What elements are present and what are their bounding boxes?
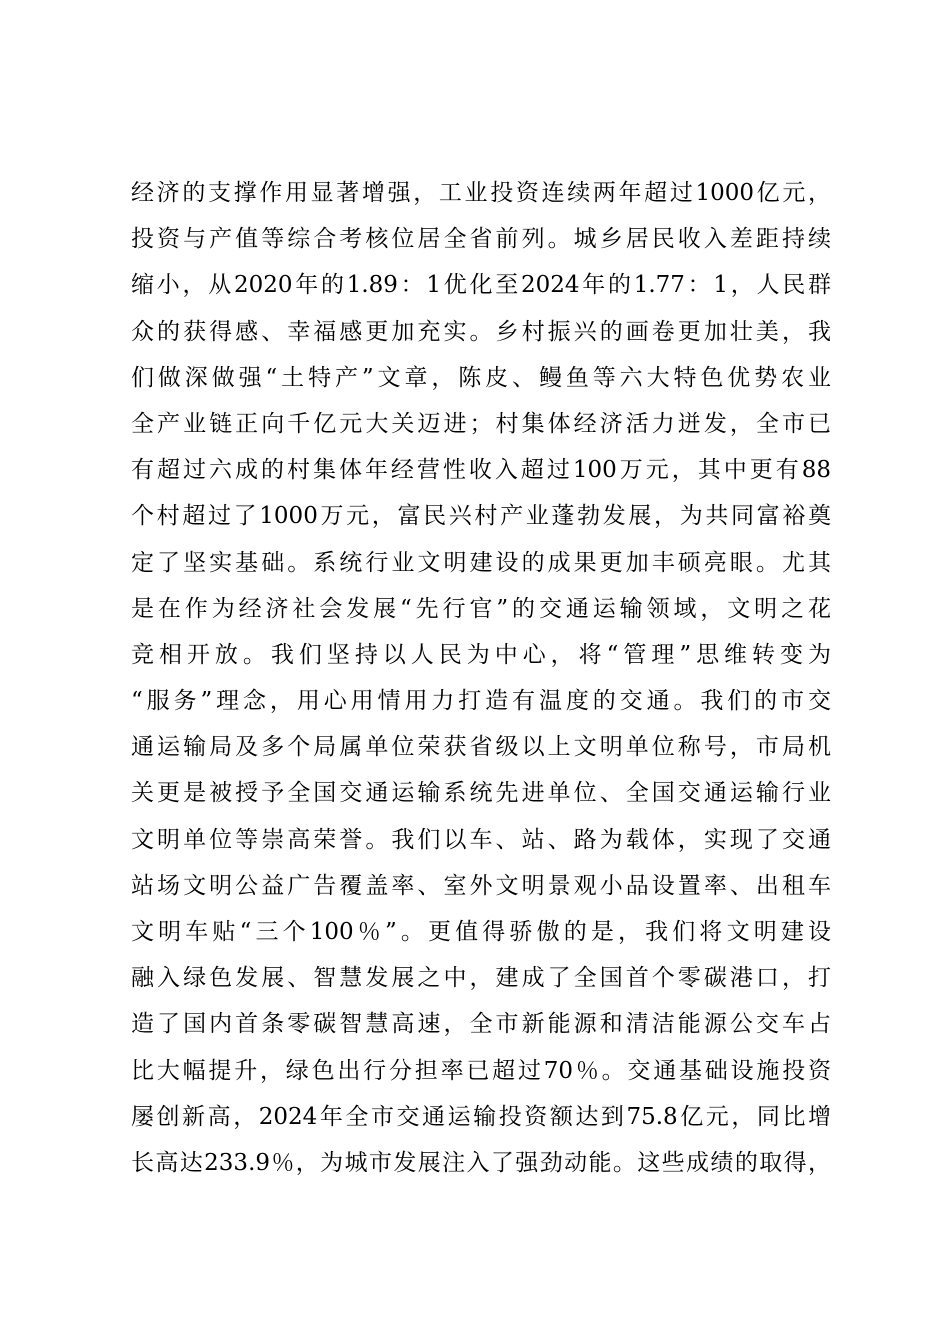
text-line: 造了国内首条零碳智慧高速，全市新能源和清洁能源公交车占 bbox=[131, 1011, 831, 1038]
text-line: 文明单位等崇高荣誉。我们以车、站、路为载体，实现了交通 bbox=[131, 826, 831, 853]
text-line: 投资与产值等综合考核位居全省前列。城乡居民收入差距持续 bbox=[131, 226, 831, 253]
text-line: 关更是被授予全国交通运输系统先进单位、全国交通运输行业 bbox=[131, 780, 831, 807]
body-paragraph bbox=[131, 170, 831, 1186]
text-line: 定了坚实基础。系统行业文明建设的成果更加丰硕亮眼。尤其 bbox=[131, 549, 831, 576]
text-line: 有超过六成的村集体年经营性收入超过100万元，其中更有88 bbox=[131, 457, 831, 484]
text-line: 经济的支撑作用显著增强，工业投资连续两年超过1000亿元， bbox=[131, 180, 831, 206]
text-line: “服务”理念，用心用情用力打造有温度的交通。我们的市交 bbox=[131, 688, 831, 715]
text-line: 通运输局及多个局属单位荣获省级以上文明单位称号，市局机 bbox=[131, 734, 831, 761]
text-line: 们做深做强“土特产”文章，陈皮、鳗鱼等六大特色优势农业 bbox=[131, 364, 831, 391]
text-line: 屡创新高，2024年全市交通运输投资额达到75.8亿元，同比增 bbox=[131, 1103, 831, 1130]
text-line: 个村超过了1000万元，富民兴村产业蓬勃发展，为共同富裕奠 bbox=[131, 503, 831, 530]
text-line: 长高达233.9％，为城市发展注入了强劲动能。这些成绩的取得， bbox=[131, 1149, 831, 1176]
text-line: 文明车贴“三个100％”。更值得骄傲的是，我们将文明建设 bbox=[131, 919, 831, 945]
text-line: 站场文明公益广告覆盖率、室外文明景观小品设置率、出租车 bbox=[131, 872, 831, 899]
text-line: 融入绿色发展、智慧发展之中，建成了全国首个零碳港口，打 bbox=[131, 965, 831, 992]
text-line: 是在作为经济社会发展“先行官”的交通运输领域，文明之花 bbox=[131, 595, 831, 622]
text-line: 缩小，从2020年的1.89：1优化至2024年的1.77：1，人民群 bbox=[131, 272, 831, 299]
text-line: 全产业链正向千亿元大关迈进；村集体经济活力迸发，全市已 bbox=[131, 410, 831, 437]
text-line: 众的获得感、幸福感更加充实。乡村振兴的画卷更加壮美，我 bbox=[131, 318, 831, 345]
text-line: 比大幅提升，绿色出行分担率已超过70％。交通基础设施投资 bbox=[131, 1057, 831, 1084]
text-line: 竞相开放。我们坚持以人民为中心，将“管理”思维转变为 bbox=[131, 641, 831, 668]
